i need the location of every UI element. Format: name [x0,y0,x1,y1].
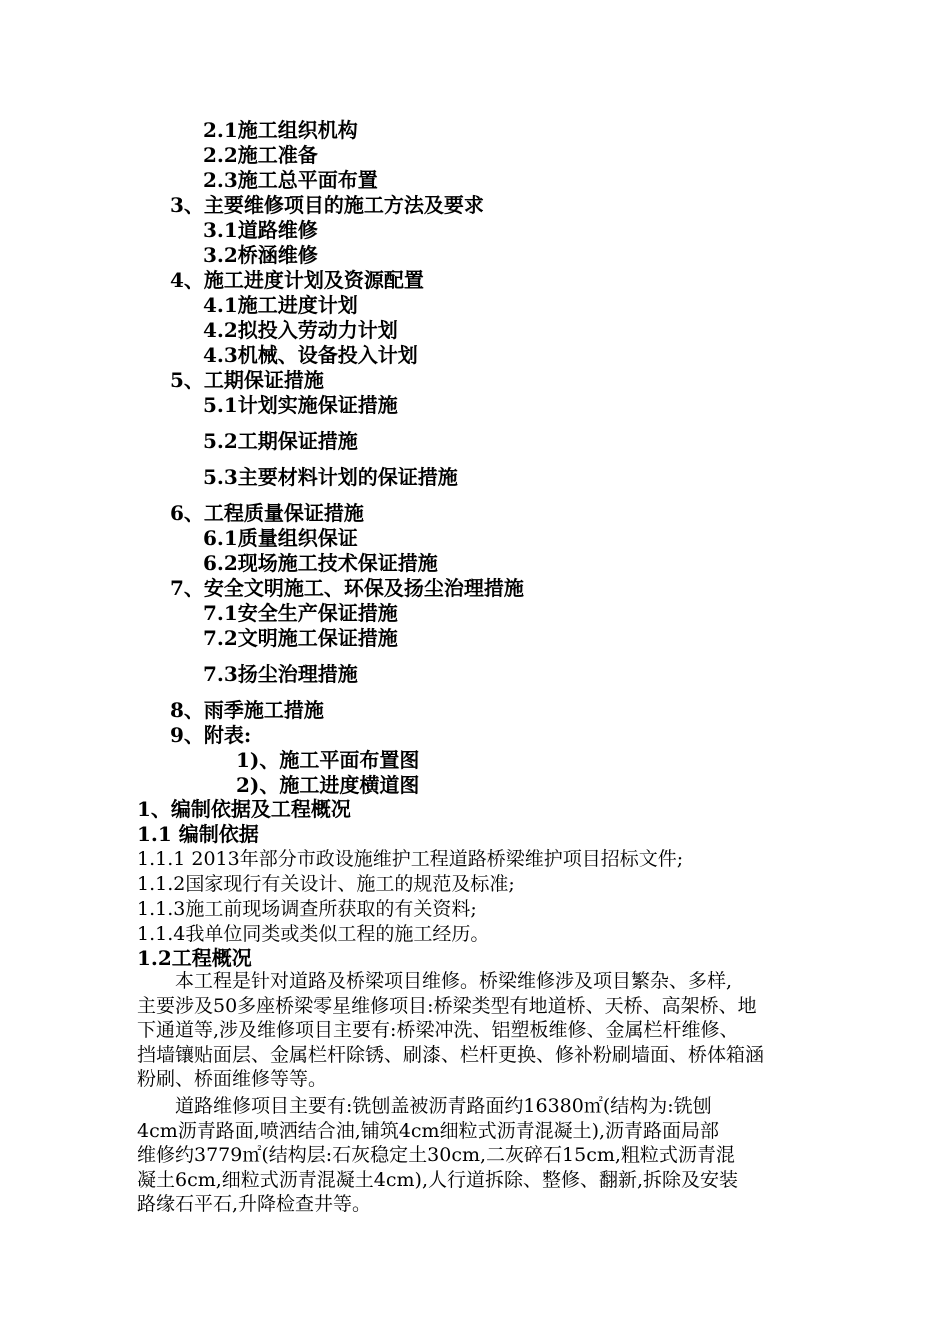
paragraph-line: 4cm沥青路面,喷洒结合油,铺筑4cm细粒式沥青混凝土),沥青路面局部 [137,1119,720,1142]
toc-entry: 7.1安全生产保证措施 [203,601,398,625]
toc-entry: 5.1计划实施保证措施 [203,393,398,417]
toc-entry: 6.2现场施工技术保证措施 [203,551,438,575]
subsection-heading-overview: 1.2工程概况 [137,946,252,970]
toc-entry: 6.1质量组织保证 [203,526,358,550]
toc-entry: 4、施工进度计划及资源配置 [170,268,424,292]
overview-paragraph-1 [137,969,847,1092]
toc-entry: 2)、施工进度横道图 [236,773,420,797]
toc-entry: 3.2桥涵维修 [203,243,318,267]
toc-entry: 5、工期保证措施 [170,368,324,392]
toc-entry: 2.3施工总平面布置 [203,168,378,192]
paragraph-line: 凝土6cm,细粒式沥青混凝土4cm),人行道拆除、整修、翻新,拆除及安装 [137,1168,739,1191]
paragraph-line: 下通道等,涉及维修项目主要有:桥梁冲洗、铝塑板维修、金属栏杆维修、 [137,1019,739,1041]
basis-item: 1.1.2国家现行有关设计、施工的规范及标准; [137,873,515,895]
toc-entry: 4.1施工进度计划 [203,293,358,317]
paragraph-line: 道路维修项目主要有:铣刨盖被沥青路面约16380㎡(结构为:铣刨 [175,1095,712,1117]
paragraph-line: 主要涉及50多座桥梁零星维修项目:桥梁类型有地道桥、天桥、高架桥、地 [137,994,757,1017]
toc-entry: 5.2工期保证措施 [203,429,358,453]
toc-entry: 8、雨季施工措施 [170,698,324,722]
toc-entry: 4.2拟投入劳动力计划 [203,318,398,342]
paragraph-line: 挡墙镶贴面层、金属栏杆除锈、刷漆、栏杆更换、修补粉刷墙面、桥体箱涵 [137,1043,765,1066]
paragraph-line: 路缘石平石,升降检查井等。 [137,1193,372,1215]
toc-entry: 7.3扬尘治理措施 [203,662,358,686]
toc-entry: 1)、施工平面布置图 [236,748,420,772]
toc-entry: 3.1道路维修 [203,218,318,242]
toc-entry: 2.1施工组织机构 [203,118,358,142]
toc-entry: 3、主要维修项目的施工方法及要求 [170,193,484,217]
basis-item: 1.1.4我单位同类或类似工程的施工经历。 [137,923,490,945]
toc-entry: 6、工程质量保证措施 [170,501,364,525]
paragraph-line: 本工程是针对道路及桥梁项目维修。桥梁维修涉及项目繁杂、多样, [175,970,733,992]
basis-item: 1.1.1 2013年部分市政设施维护工程道路桥梁维护项目招标文件; [137,848,684,870]
paragraph-line: 粉刷、桥面维修等等。 [137,1068,328,1090]
basis-item: 1.1.3施工前现场调查所获取的有关资料; [137,898,477,920]
paragraph-line: 维修约3779㎡(结构层:石灰稳定土30cm,二灰碎石15cm,粗粒式沥青混 [137,1144,735,1166]
toc-entry: 4.3机械、设备投入计划 [203,343,418,367]
toc-entry: 7.2文明施工保证措施 [203,626,398,650]
toc-entry: 2.2施工准备 [203,143,318,167]
toc-entry: 9、附表: [170,723,252,747]
subsection-heading-basis: 1.1 编制依据 [137,822,259,846]
overview-paragraph-2 [137,1094,847,1217]
toc-entry: 5.3主要材料计划的保证措施 [203,465,458,489]
section-heading: 1、编制依据及工程概况 [137,797,351,821]
toc-entry: 7、安全文明施工、环保及扬尘治理措施 [170,576,524,600]
